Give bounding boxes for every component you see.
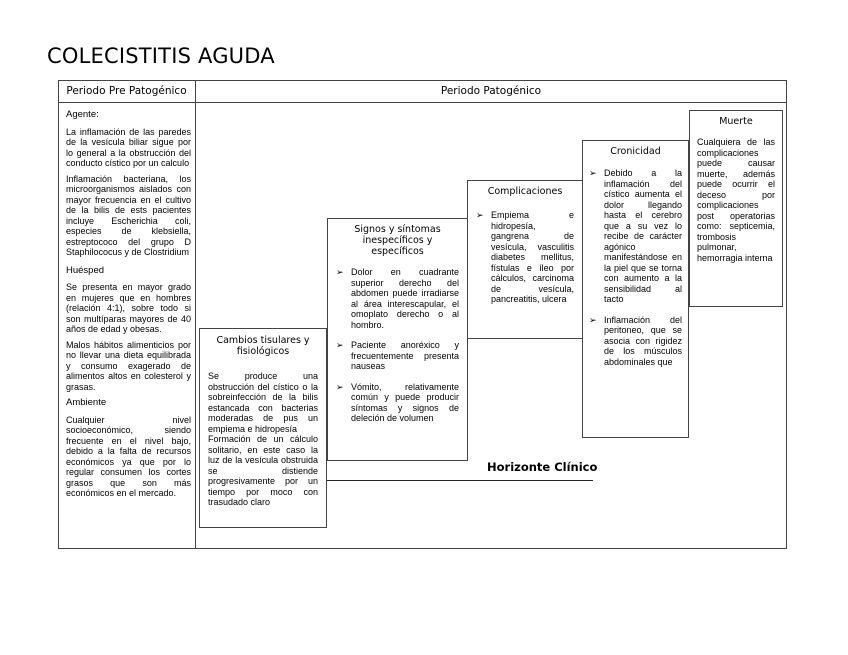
- list-item: ➢ Debido a la inflamación del cístico aumenta el dolor llegando hasta el cerebro que a su vez lo recibe de carácter agónico manifestándose en la piel que se torna con aumento a la sensibilidad al tacto: [589, 168, 682, 304]
- box-cambios-tisulares: [199, 328, 327, 528]
- box-signos-sintomas: [327, 218, 468, 461]
- cronicidad-title: Cronicidad: [610, 146, 661, 157]
- list-item: ➢ Empiema e hidropesía, gangrena de vesícula, vasculitis diabetes mellitus, fístulas e íleo por cálculos, carcinoma de vesícula, pancreatitis, ulcera: [476, 210, 574, 304]
- ambiente-label: Ambiente: [66, 397, 107, 408]
- clinical-horizon-label: Horizonte Clínico: [487, 460, 598, 474]
- muerte-title: Muerte: [719, 116, 753, 127]
- arrow-bullet-icon: ➢: [589, 314, 597, 325]
- huesped-text-1: Se presenta en mayor grado en mujeres que en hombres (relación 4:1), sobre todo si son multíparas mayores de 40 años de edad y obesas.: [66, 282, 191, 334]
- huesped-label: Huésped: [66, 264, 105, 276]
- agente-text-2: Inflamación bacteriana, los microorganismos aislados con mayor frecuencia en el cultivo de la bilis de ests pacientes incluye Escherichia coli, especies de klebsiella, estreptococo del grupo D Staphilococus y de Clostridium: [66, 173, 191, 257]
- list-item: ➢ Paciente anoréxico y frecuentemente presenta nauseas: [336, 340, 459, 371]
- clinical-horizon-line: [327, 480, 593, 481]
- cronicidad-list: [589, 168, 682, 367]
- box-muerte: [689, 110, 783, 307]
- signos-title: Signos y síntomas inespecíficos y específicos: [354, 224, 441, 257]
- arrow-bullet-icon: ➢: [589, 168, 597, 178]
- list-item: ➢ Dolor en cuadrante superior derecho del abdomen puede irradiarse al área interescapular, el omoplato derecho o al hombro.: [336, 267, 459, 330]
- box-complicaciones: [467, 180, 583, 339]
- header-pre-patogenico: Periodo Pre Patogénico: [66, 85, 187, 97]
- muerte-text: Cualquiera de las complicaciones puede causar muerte, además puede ocurrir el deceso por complicaciones post operatorias como: septicemia, trombosis pulmonar, hemorragia interna: [697, 137, 775, 263]
- page-title: COLECISTITIS AGUDA: [47, 44, 275, 68]
- agente-text-1: La inflamación de las paredes de la vesícula biliar sigue por lo general a la obstrucción del conducto cístico por un calculo: [66, 126, 191, 168]
- list-item: ➢ Vómito, relativamente común y puede producir síntomas y signos de deleción de volumen: [336, 381, 459, 423]
- arrow-bullet-icon: ➢: [336, 267, 344, 277]
- ambiente-text-1: Cualquier nivel socioeconómico, siendo frecuente en el nivel bajo, debido a la falta de recursos económicos ya que por lo regular consumen los cortes grasos que son más económicos en el mercado.: [66, 414, 191, 498]
- complicaciones-title: Complicaciones: [487, 186, 563, 197]
- huesped-text-2: Malos hábitos alimenticios por no llevar una dieta equilibrada y consumo exagerado de alimentos altos en colesterol y grasas.: [66, 339, 191, 392]
- cambios-title: Cambios tisulares y fisiológicos: [216, 335, 310, 357]
- header-patogenico: Periodo Patogénico: [440, 85, 542, 97]
- pre-patogenico-column: [66, 110, 191, 504]
- header-divider: [58, 102, 787, 103]
- agente-label: Agente:: [66, 109, 99, 120]
- arrow-bullet-icon: ➢: [336, 340, 344, 350]
- column-divider: [195, 80, 196, 549]
- cambios-text-2: Formación de un cálculo solitario, en este caso la luz de la vesícula obstruida se distiende progresivamente por un tiempo por moco con trasudado claro: [208, 434, 318, 507]
- signos-list: [336, 267, 459, 424]
- cambios-text-1: Se produce una obstrucción del cístico o la sobreinfección de la bilis estancada con bacterias moderadas de pus un empiema e hidropesía: [208, 371, 318, 434]
- box-cronicidad: [582, 140, 689, 438]
- arrow-bullet-icon: ➢: [476, 210, 484, 220]
- arrow-bullet-icon: ➢: [336, 381, 344, 392]
- list-item: ➢ Inflamación del peritoneo, que se asocia con rigidez de los músculos abdominales que: [589, 314, 682, 367]
- complicaciones-list: [476, 210, 574, 305]
